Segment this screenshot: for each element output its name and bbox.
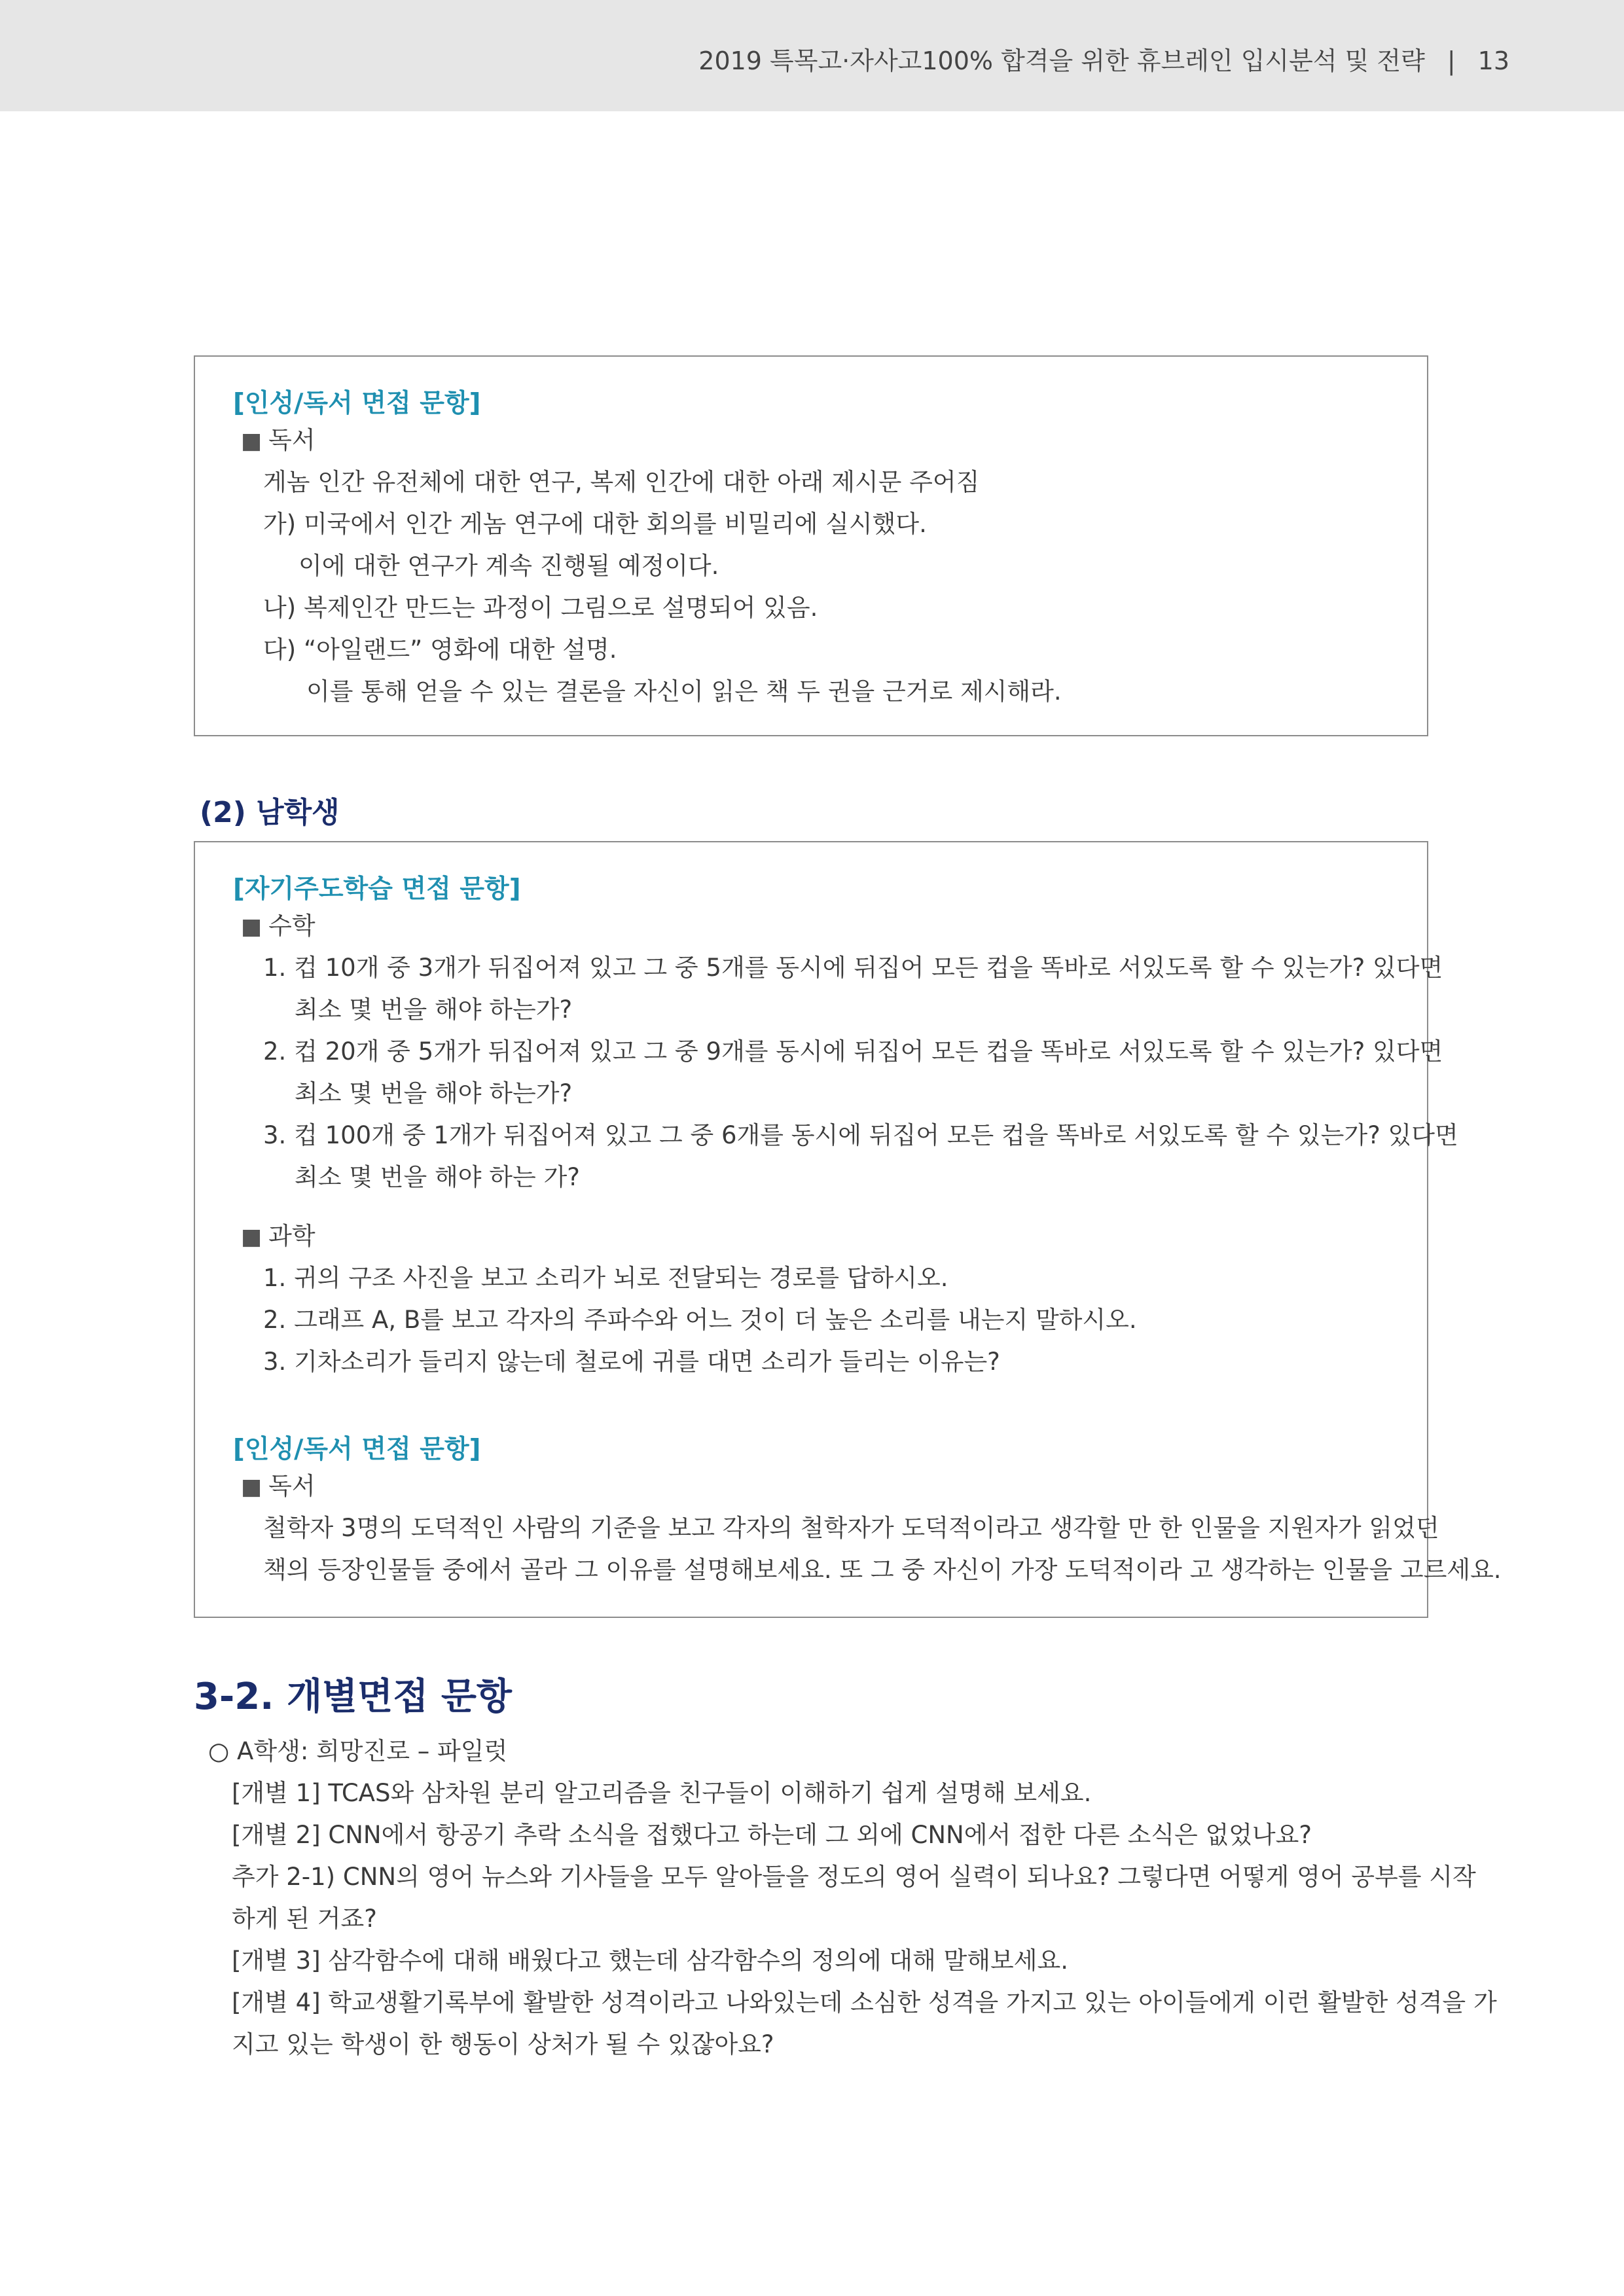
question-line: [개별 1] TCAS와 삼차원 분리 알고리즘을 친구들이 이해하기 쉽게 설명해 보세요. bbox=[232, 1779, 1092, 1807]
science-line: 1. 귀의 구조 사진을 보고 소리가 뇌로 전달되는 경로를 답하시오. bbox=[263, 1264, 948, 1292]
math-line: 3. 컵 100개 중 1개가 뒤집어져 있고 그 중 6개를 동시에 뒤집어 모든 컵을 똑바로 서있도록 할 수 있는가? 있다면 bbox=[263, 1121, 1458, 1149]
box1-line: 나) 복제인간 만드는 과정이 그림으로 설명되어 있음. bbox=[263, 594, 818, 622]
box1-line: 게놈 인간 유전체에 대한 연구, 복제 인간에 대한 아래 제시문 주어짐 bbox=[263, 468, 980, 496]
box2-heading-2: [인성/독서 면접 문항] bbox=[233, 1435, 481, 1464]
interview-box-1 bbox=[194, 355, 1428, 736]
box2-heading-1: [자기주도학습 면접 문항] bbox=[233, 874, 521, 904]
reading-line: 책의 등장인물들 중에서 골라 그 이유를 설명해보세요. 또 그 중 자신이 가장 도덕적이라 고 생각하는 인물을 고르세요. bbox=[263, 1556, 1502, 1584]
page-number: 13 bbox=[1477, 46, 1509, 75]
interview-box-2 bbox=[194, 841, 1502, 1618]
black-square-icon: ■ bbox=[241, 1224, 262, 1250]
student-label: ○ A학생: 희망진로 – 파일럿 bbox=[208, 1737, 508, 1765]
black-square-icon: ■ bbox=[241, 428, 262, 454]
math-line: 1. 컵 10개 중 3개가 뒤집어져 있고 그 중 5개를 동시에 뒤집어 모든 컵을 똑바로 서있도록 할 수 있는가? 있다면 bbox=[263, 954, 1443, 982]
page-header bbox=[0, 0, 1624, 111]
black-square-icon: ■ bbox=[241, 1474, 262, 1500]
question-line: 지고 있는 학생이 한 행동이 상처가 될 수 있잖아요? bbox=[232, 2030, 774, 2058]
box1-line: 이에 대한 연구가 계속 진행될 예정이다. bbox=[298, 552, 719, 580]
box1-category-label: 독서 bbox=[268, 426, 316, 454]
question-line: [개별 4] 학교생활기록부에 활발한 성격이라고 나와있는데 소심한 성격을 가지고 있는 아이들에게 이런 활발한 성격을 가 bbox=[232, 1988, 1497, 2017]
question-line: 추가 2-1) CNN의 영어 뉴스와 기사들을 모두 알아들을 정도의 영어 실력이 되나요? 그렇다면 어떻게 영어 공부를 시작 bbox=[232, 1863, 1476, 1891]
math-line: 최소 몇 번을 해야 하는가? bbox=[295, 996, 573, 1024]
section-title: 3-2. 개별면접 문항 bbox=[194, 1676, 513, 1718]
science-line: 2. 그래프 A, B를 보고 각자의 주파수와 어느 것이 더 높은 소리를 내는지 말하시오. bbox=[263, 1306, 1137, 1334]
science-category bbox=[241, 1221, 316, 1253]
box1-line: 이를 통해 얻을 수 있는 결론을 자신이 읽은 책 두 권을 근거로 제시해라. bbox=[306, 677, 1062, 706]
science-line: 3. 기차소리가 들리지 않는데 철로에 귀를 대면 소리가 들리는 이유는? bbox=[263, 1348, 1000, 1376]
question-line: [개별 2] CNN에서 항공기 추락 소식을 접했다고 하는데 그 외에 CNN에서 접한 다른 소식은 없었나요? bbox=[232, 1821, 1312, 1849]
black-square-icon: ■ bbox=[241, 914, 262, 940]
math-line: 최소 몇 번을 해야 하는가? bbox=[295, 1079, 573, 1107]
science-category-label: 과학 bbox=[268, 1222, 316, 1250]
question-line: 하게 된 거죠? bbox=[232, 1905, 377, 1933]
question-line: [개별 3] 삼각함수에 대해 배웠다고 했는데 삼각함수의 정의에 대해 말해보세요. bbox=[232, 1946, 1069, 1975]
header-separator: | bbox=[1447, 46, 1456, 75]
reading-line: 철학자 3명의 도덕적인 사람의 기준을 보고 각자의 철학자가 도덕적이라고 생각할 만 한 인물을 지원자가 읽었던 bbox=[263, 1514, 1439, 1542]
box1-category bbox=[241, 425, 316, 457]
math-category-label: 수학 bbox=[268, 912, 316, 940]
box1-line: 가) 미국에서 인간 게놈 연구에 대한 회의를 비밀리에 실시했다. bbox=[263, 510, 927, 538]
math-line: 2. 컵 20개 중 5개가 뒤집어져 있고 그 중 9개를 동시에 뒤집어 모든 컵을 똑바로 서있도록 할 수 있는가? 있다면 bbox=[263, 1037, 1443, 1066]
reading-category bbox=[241, 1471, 316, 1503]
box1-line: 다) “아일랜드” 영화에 대한 설명. bbox=[263, 636, 617, 664]
header-text bbox=[698, 41, 1509, 77]
reading-category-label: 독서 bbox=[268, 1472, 316, 1500]
box1-heading: [인성/독서 면접 문항] bbox=[233, 389, 481, 418]
math-line: 최소 몇 번을 해야 하는 가? bbox=[295, 1163, 580, 1191]
math-category bbox=[241, 910, 316, 942]
subsection-title: (2) 남학생 bbox=[200, 796, 340, 829]
header-title: 2019 특목고·자사고100% 합격을 위한 휴브레인 입시분석 및 전략 bbox=[698, 46, 1425, 75]
